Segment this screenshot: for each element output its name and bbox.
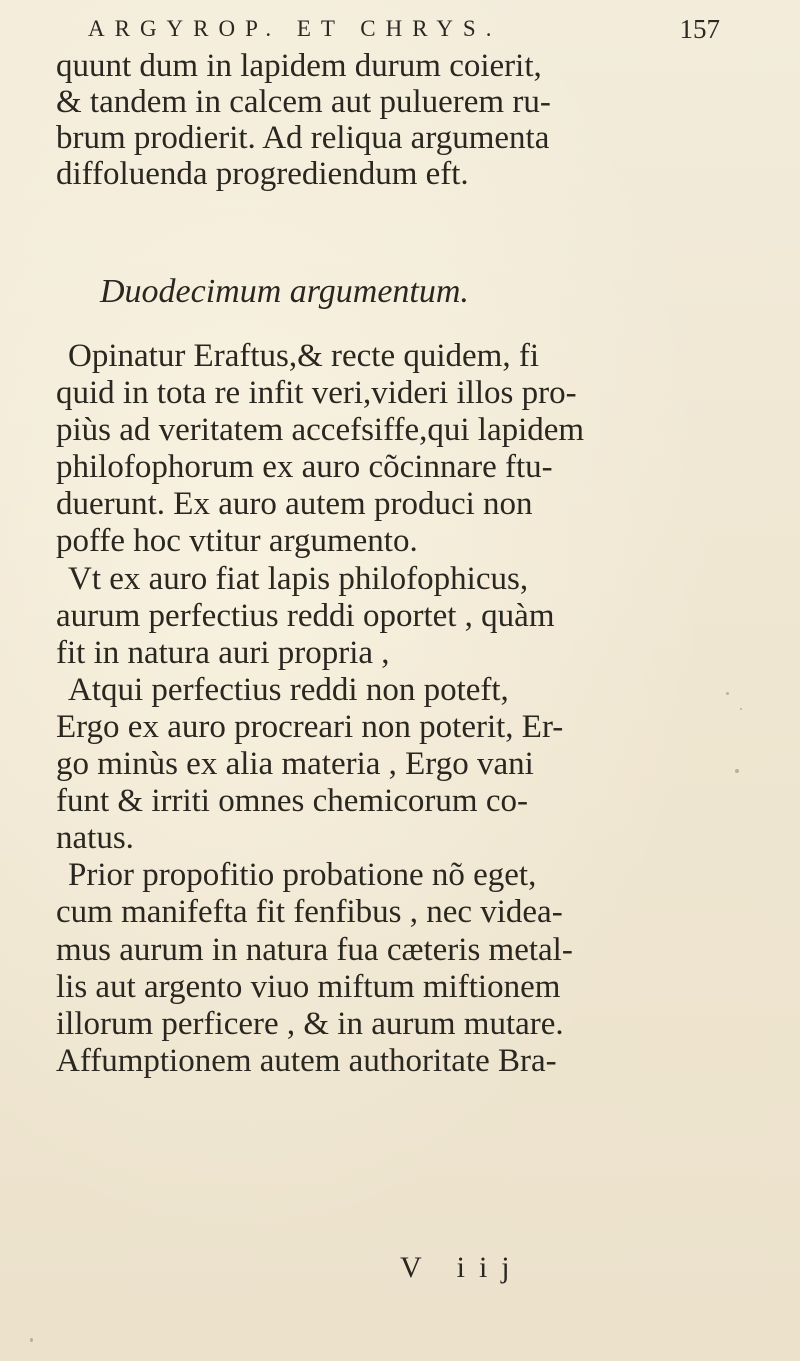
text-line: go minùs ex alia materia , Ergo vani	[56, 746, 534, 783]
running-head	[88, 14, 728, 48]
text-line: brum prodierit. Ad reliqua argumenta	[56, 120, 550, 156]
text-line: Vt ex auro fiat lapis philofophicus,	[68, 560, 529, 597]
text-line: & tandem in calcem aut puluerem ru-	[56, 84, 551, 120]
text-block	[56, 48, 736, 1079]
text-line: quunt dum in lapidem durum coierit,	[56, 48, 542, 84]
page-number: 157	[679, 14, 720, 44]
text-line: funt & irriti omnes chemicorum co-	[56, 783, 528, 820]
paper-speck	[740, 708, 742, 710]
running-head-title: ARGYROP. ET CHRYS.	[88, 16, 502, 41]
text-line: Opinatur Eraftus,& recte quidem, fi	[68, 338, 540, 374]
text-line: Prior propofitio probatione nõ eget,	[68, 857, 537, 894]
text-line: fit in natura auri propria ,	[56, 634, 390, 671]
text-line: mus aurum in natura fua cæteris metal-	[56, 931, 573, 968]
text-line: natus.	[56, 820, 134, 857]
text-line: philofophorum ex auro cõcinnare ftu-	[56, 449, 553, 486]
text-line: diffoluenda progrediendum eft.	[56, 156, 469, 192]
paper-speck	[726, 692, 729, 695]
text-line: Atqui perfectius reddi non poteft,	[68, 671, 509, 708]
body-text	[56, 338, 736, 1080]
text-line: illorum perficere , & in aurum mutare.	[56, 1005, 564, 1042]
signature-mark: V iij	[400, 1251, 524, 1284]
text-line: Ergo ex auro procreari non poterit, Er-	[56, 708, 564, 745]
text-line: quid in tota re infit veri,videri illos pro-	[56, 375, 577, 412]
text-line: cum manifefta fit fenfibus , nec videa-	[56, 894, 563, 931]
text-line: piùs ad veritatem accefsiffe,qui lapidem	[56, 412, 585, 449]
opening-paragraph	[56, 48, 736, 192]
paper-speck	[735, 769, 739, 773]
text-line: poffe hoc vtitur argumento.	[56, 523, 418, 560]
text-line: aurum perfectius reddi oportet , quàm	[56, 597, 555, 634]
text-line: lis aut argento viuo miftum miftionem	[56, 968, 561, 1005]
section-title: Duodecimum argumentum.	[100, 273, 469, 310]
text-line: Affumptionem autem authoritate Bra-	[56, 1042, 557, 1079]
text-line: duerunt. Ex auro autem produci non	[56, 486, 533, 523]
paper-speck	[30, 1338, 33, 1342]
